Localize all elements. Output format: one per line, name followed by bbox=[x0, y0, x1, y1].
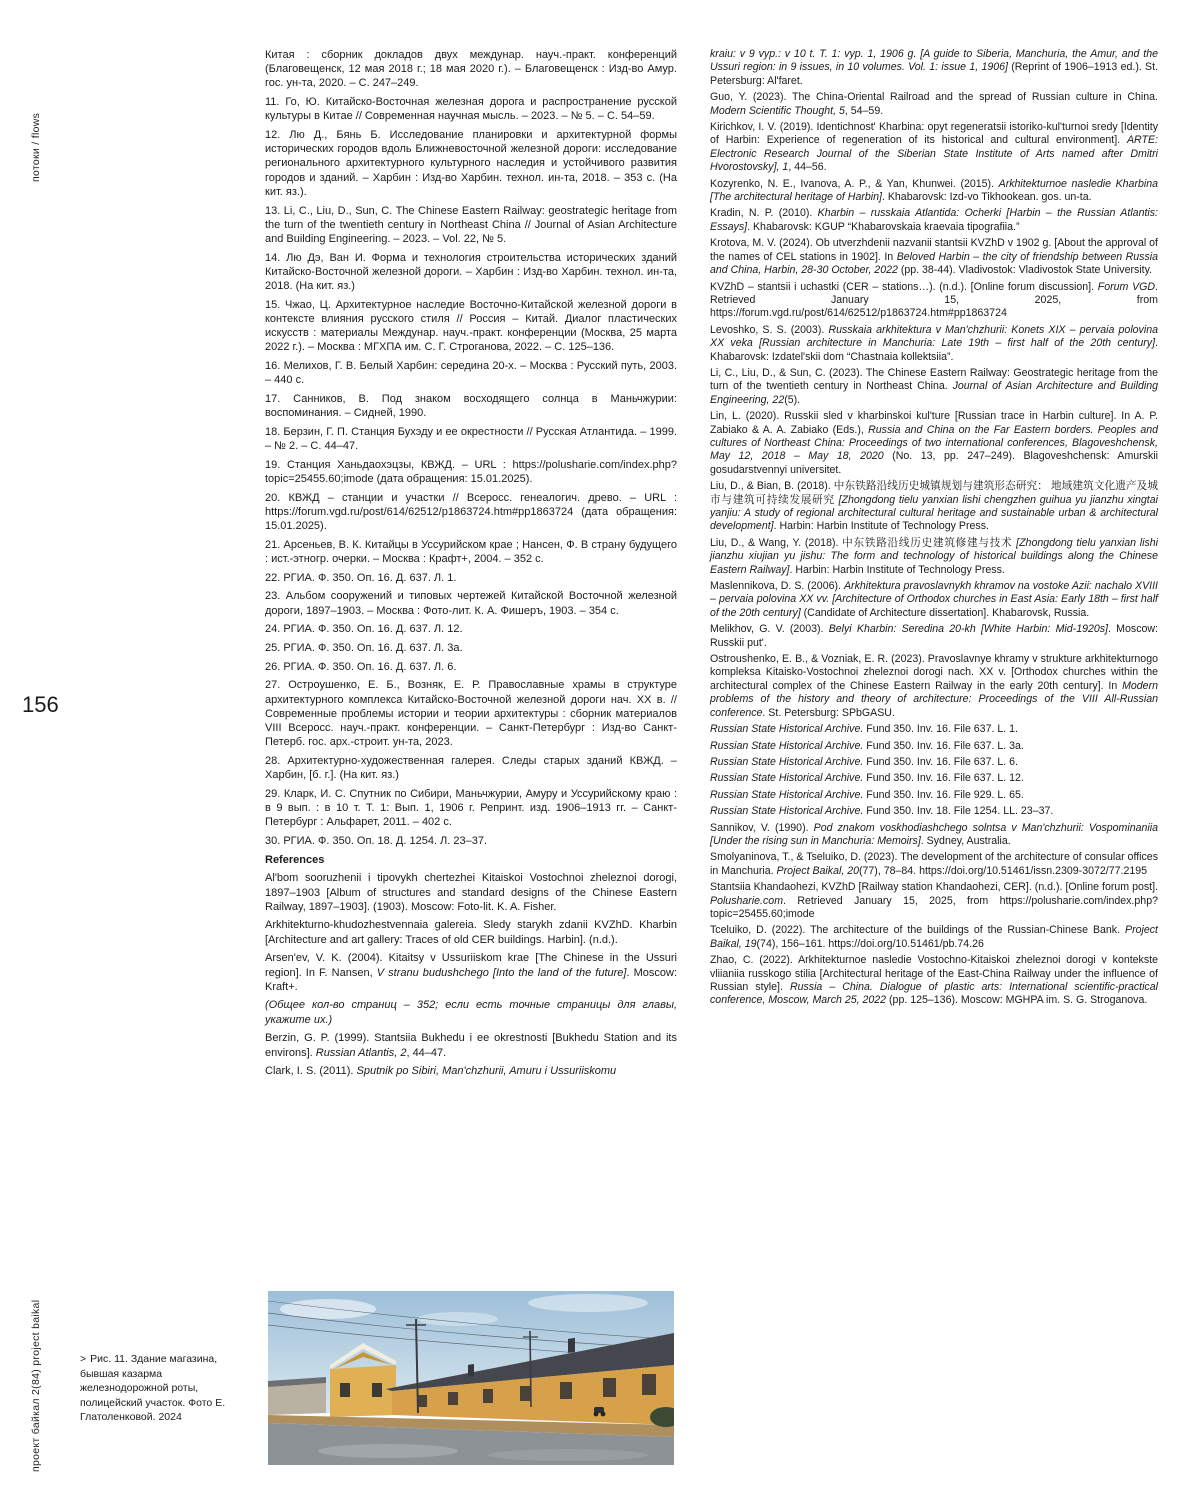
page-number: 156 bbox=[22, 692, 59, 717]
reference-entry: Liu, D., & Bian, B. (2018). 中东铁路沿线历史城镇规划与建筑形态研究： 地域建筑文化遗产及城市与建筑可持续发展研究 [Zhongdong tielu yanxian lishi chengzhen guihua yu jianzhu xingtai yanjiu: A study of regional architectural cultural heritage and sustainable urban & architectural development]. Harbin: Harbin Institute of Technology Press. bbox=[710, 480, 1158, 533]
caption-marker: > bbox=[80, 1353, 87, 1365]
reference-entry: Russian State Historical Archive. Fund 350. Inv. 16. File 637. L. 12. bbox=[710, 772, 1024, 785]
reference-entry: 14. Лю Дэ, Ван И. Форма и технология строительства исторических зданий Китайско-Восточной железной дороги. – Харбин : Изд-во Харбин. технол. ин-та, 2018. (На кит. яз.) bbox=[265, 251, 677, 293]
reference-entry: 11. Го, Ю. Китайско-Восточная железная дорога и распространение русской культуры в Китае // Современная научная мысль. – 2023. – № 5. – С. 54–59. bbox=[265, 96, 677, 123]
english-reference-list-right bbox=[710, 48, 1158, 1008]
reference-entry: 27. Остроушенко, Е. Б., Возняк, Е. Р. Православные храмы в структуре архитектурного комплекса Китайско-Восточной железной дороги нач. XX в. // Современные проблемы истории и теории архитектуры : сборник материалов VIII Всеросс. науч.-практ. конференции. – Санкт-Петербург : Изд-во Санкт-Петерб. гос. арх.-строит. ун-та, 2023. bbox=[265, 679, 677, 749]
reference-entry: Krotova, M. V. (2024). Ob utverzhdenii nazvanii stantsii KVZhD v 1902 g. [About the approval of the names of CEL stations in 1902]. In Beloved Harbin – the city of friendship between Russia and China, Harbin, 28-30 October, 2022 (pp. 38-44). Vladivostok: Vladivostok State University. bbox=[710, 237, 1158, 277]
journal-label-vertical: проект байкал 2(84) project baikal bbox=[30, 1299, 42, 1472]
reference-entry: 19. Станция Ханьдаохэцзы, КВЖД. – URL : https://polusharie.com/index.php?topic=25455.60;imode (дата обращения: 15.01.2025). bbox=[265, 458, 677, 485]
reference-entry: 15. Чжао, Ц. Архитектурное наследие Восточно-Китайской железной дороги в контексте влияния русского стиля // Россия – Китай. Диалог пластических искусств : материалы Междунар. науч.-практ. конференции (Москва, 25 марта 2022 г.). – Москва : МГХПА им. С. Г. Строганова, 2022. – С. 125–136. bbox=[265, 298, 677, 354]
english-reference-list-left bbox=[265, 871, 677, 1078]
section-label-vertical: потоки / flows bbox=[30, 112, 42, 182]
reference-entry: 20. КВЖД – станции и участки // Всеросс. генеалогич. древо. – URL : https://forum.vgd.ru/post/614/62512/p1863724.htm#pp1863724 (дата обращения: 15.01.2025). bbox=[265, 491, 677, 533]
reference-entry: 13. Li, C., Liu, D., Sun, C. The Chinese Eastern Railway: geostrategic heritage from the turn of the twentieth century in Northeast China // Journal of Asian Architecture and Building Engineering. – 2023. – Vol. 22, № 5. bbox=[265, 204, 677, 245]
caption-text: Рис. 11. Здание магазина, бывшая казарма железнодорожной роты, полицейский участок. Фото Е. Глатоленковой. 2024 bbox=[80, 1353, 226, 1423]
shed bbox=[268, 1383, 326, 1415]
reference-entry: Russian State Historical Archive. Fund 350. Inv. 18. File 1254. LL. 23–37. bbox=[710, 805, 1054, 818]
reference-entry: Zhao, C. (2022). Arkhitekturnoe nasledie Vostochno-Kitaiskoi zheleznoi dorogi v kontekste vliianiia russkogo stilia [Architectural heritage of the East-China Railway under the influence of Russian style]. Russia – China. Dialogue of plastic arts: International scientific-practical conference, Moscow, March 25, 2022 (pp. 125–136). Moscow: MGHPA im. S. G. Stroganova. bbox=[710, 954, 1158, 1007]
reference-entry: Liu, D., & Wang, Y. (2018). 中东铁路沿线历史建筑修建与技术 [Zhongdong tielu yanxian lishi jianzhu xiujian yu jishu: The form and technology of historical buildings along the Chinese Eastern Railway]. Harbin: Harbin Institute of Technology Press. bbox=[710, 536, 1158, 576]
reference-entry: Russian State Historical Archive. Fund 350. Inv. 16. File 637. L. 3a. bbox=[710, 739, 1024, 752]
reference-entry: 16. Мелихов, Г. В. Белый Харбин: середина 20-х. – Москва : Русский путь, 2003. – 440 с. bbox=[265, 360, 677, 387]
reference-entry: Smolyaninova, T., & Tseluiko, D. (2023). The development of the architecture of consular offices in Manchuria. Project Baikal, 20(77), 78–84. https://doi.org/10.51461/issn.2309-3072/77.2195 bbox=[710, 851, 1158, 877]
reference-entry: 24. РГИА. Ф. 350. Оп. 16. Д. 637. Л. 12. bbox=[265, 623, 463, 636]
reference-entry: Stantsiia Khandaohezi, KVZhD [Railway station Khandaohezi, CER]. (n.d.). [Online forum post]. Polusharie.com. Retrieved January 15, 2025, from https://polusharie.com/index.php?topic=25455.60;imode bbox=[710, 881, 1158, 920]
reference-entry: 22. РГИА. Ф. 350. Оп. 16. Д. 637. Л. 1. bbox=[265, 571, 457, 584]
reference-entry: Китая : сборник докладов двух междунар. науч.-практ. конференций (Благовещенск, 12 мая 2018 г.; 18 мая 2020 г.). – Благовещенск : Изд-во Амур. гос. ун-та, 2020. – С. 247–249. bbox=[265, 49, 677, 90]
reference-entry: 21. Арсеньев, В. К. Китайцы в Уссурийском крае ; Нансен, Ф. В страну будущего : ист.-этногр. очерки. – Москва : Крафт+, 2004. – 352 с. bbox=[265, 538, 677, 565]
reference-entry: Clark, I. S. (2011). Sputnik po Sibiri, Man'chzhurii, Amuru i Ussuriiskomu bbox=[265, 1065, 617, 1078]
reference-entry: Lin, L. (2020). Russkii sled v kharbinskoi kul'ture [Russian trace in Harbin culture]. In A. P. Zabiako & A. A. Zabiako (Eds.), Russia and China on the Far Eastern borders. Peoples and cultures of Northeast China: Proceedings of two international conferences, Blagoveshchensk, May 12, 2018 – May 18, 2020 (No. 13, pp. 247–249). Blagoveshchensk: Amurskii gosudarstvennyi universitet. bbox=[710, 410, 1158, 476]
reference-entry: Tceluiko, D. (2022). The architecture of the buildings of the Russian-Chinese Bank. Project Baikal, 19(74), 156–161. https://doi.org/10.51461/pb.74.26 bbox=[710, 924, 1158, 950]
reference-entry: Guo, Y. (2023). The China-Oriental Railroad and the spread of Russian culture in China. Modern Scientific Thought, 5, 54–59. bbox=[710, 91, 1158, 117]
reference-entry: Al'bom sooruzhenii i tipovykh chertezhei Kitaiskoi Vostochnoi zheleznoi dorogi, 1897–1903 [Album of structures and standard designs of the Chinese Eastern Railway, 1897–1903]. (1903). Moscow: Foto-lit. K. A. Fisher. bbox=[265, 872, 677, 913]
reference-entry: Berzin, G. P. (1999). Stantsiia Bukhedu i ee okrestnosti [Bukhedu Station and its environs]. Russian Atlantis, 2, 44–47. bbox=[265, 1032, 677, 1059]
reference-entry: Arsen'ev, V. K. (2004). Kitaitsy v Ussuriiskom krae [The Chinese in the Ussuri region]. In F. Nansen, V stranu budushchego [Into the land of the future]. Moscow: Kraft+. bbox=[265, 952, 678, 993]
reference-entry: Maslennikova, D. S. (2006). Arkhitektura pravoslavnykh khramov na vostoke Azii: nachalo XVIII – pervaia polovina XX vv. [Architecture of Orthodox churches in East Asia: Early 18th – first half of the 20th century] (Candidate of Architecture dissertation]. Khabarovsk, Russia. bbox=[710, 580, 1158, 619]
reference-entry: Kradin, N. P. (2010). Kharbin – russkaia Atlantida: Ocherki [Harbin – the Russian Atlantis: Essays]. Khabarovsk: KGUP “Khabarovskaia kraevaia tipografiia.” bbox=[710, 207, 1158, 233]
gabled-house bbox=[330, 1365, 396, 1417]
right-column bbox=[710, 48, 1158, 1011]
reference-entry: Arkhitekturno-khudozhestvennaia galereia. Sledy starykh zdanii KVZhD. Kharbin [Architecture and art gallery: Traces of old CER buildings. Harbin]. (n.d.). bbox=[265, 919, 677, 946]
reference-entry: Li, C., Liu, D., & Sun, C. (2023). The Chinese Eastern Railway: Geostrategic heritage from the turn of the twentieth century in Northeast China. Journal of Asian Architecture and Building Engineering, 22(5). bbox=[710, 366, 1158, 406]
reference-entry: 26. РГИА. Ф. 350. Оп. 16. Д. 637. Л. 6. bbox=[265, 660, 457, 673]
reference-entry: Sannikov, V. (1990). Pod znakom voskhodiashchego solntsa v Man'chzhurii: Vospominaniia [Under the rising sun in Manchuria: Memoirs]. Sydney, Australia. bbox=[710, 821, 1159, 847]
reference-entry: 23. Альбом сооружений и типовых чертежей Китайской Восточной железной дороги, 1897–1903. – Москва : Фото-лит. К. А. Фишеръ, 1903. – 354 с. bbox=[265, 590, 677, 617]
reference-entry: Kozyrenko, N. E., Ivanova, A. P., & Yan, Khunwei. (2015). Arkhitekturnoe nasledie Kharbina [The architectural heritage of Harbin]. Khabarovsk: Izd-vo Tikhookean. gos. un-ta. bbox=[710, 177, 1158, 204]
russian-reference-list bbox=[265, 48, 677, 848]
reference-entry: Levoshko, S. S. (2003). Russkaia arkhitektura v Man'chzhurii: Konets XIX – pervaia polovina XX veka [Russian architecture in Manchuria: Late 19th – first half of the 20th century]. Khabarovsk: Izdatel'skii dom “Chastnaia kollektsiia”. bbox=[710, 323, 1158, 363]
reference-entry: 28. Архитектурно-художественная галерея. Следы старых зданий КВЖД. – Харбин, [б. г.]. (На кит. яз.) bbox=[265, 754, 677, 782]
figure-photo bbox=[268, 1291, 674, 1465]
reference-entry: 25. РГИА. Ф. 350. Оп. 16. Д. 637. Л. 3а. bbox=[265, 642, 463, 655]
reference-entry: 18. Берзин, Г. П. Станция Бухэду и ее окрестности // Русская Атлантида. – 1999. – № 2. – С. 44–47. bbox=[265, 425, 677, 453]
reference-entry: Ostroushenko, E. B., & Vozniak, E. R. (2023). Pravoslavnye khramy v strukture arkhitekturnogo kompleksa Kitaisko-Vostochnoi zheleznoi dorogi nach. XX v. [Orthodox churches within the architectural complex of the Chinese Eastern Railway in the early 20th century]. In Modern problems of the history and theory of architecture: Proceedings of the VIII All-Russian conference. St. Petersburg: SPbGASU. bbox=[710, 653, 1158, 719]
reference-entry: Russian State Historical Archive. Fund 350. Inv. 16. File 637. L. 1. bbox=[710, 723, 1018, 736]
figure-caption bbox=[80, 1352, 238, 1425]
left-column bbox=[265, 48, 677, 1083]
reference-entry: Russian State Historical Archive. Fund 350. Inv. 16. File 637. L. 6. bbox=[710, 755, 1018, 768]
reference-entry: KVZhD – stantsii i uchastki (CER – stations…). (n.d.). [Online forum discussion]. Forum VGD. Retrieved January 15, 2025, from https://forum.vgd.ru/post/614/62512/p1863724.htm#pp1863724 bbox=[710, 280, 1158, 320]
references-heading: References bbox=[265, 853, 325, 866]
reference-entry: Melikhov, G. V. (2003). Belyi Kharbin: Seredina 20-kh [White Harbin: Mid-1920s]. Moscow: Russkii put'. bbox=[710, 623, 1158, 649]
reference-entry: 12. Лю Д., Бянь Б. Исследование планировки и архитектурной формы исторических городов вдоль Ближневосточной железной дороги: исследование регионального архитектурного культурного наследия и устойчивого развития городов и зданий. – Харбин : Изд-во Харбин. технол. ин-та, 2018. – 353 с. (На кит. яз.). bbox=[265, 129, 677, 198]
reference-entry: Russian State Historical Archive. Fund 350. Inv. 16. File 929. L. 65. bbox=[710, 788, 1024, 801]
reference-entry: 29. Кларк, И. С. Спутник по Сибири, Маньчжурии, Амуру и Уссурийскому краю : в 9 вып. : в 10 т. Т. 1: Вып. 1, 1906 г. Репринт. изд. 1906–1913 гг. – Санкт-Петербург : Альфарет, 2011. – 402 с. bbox=[265, 787, 677, 829]
reference-entry: 30. РГИА. Ф. 350. Оп. 18. Д. 1254. Л. 23–37. bbox=[265, 834, 488, 847]
reference-entry: kraiu: v 9 vyp.: v 10 t. T. 1: vyp. 1, 1906 g. [A guide to Siberia, Manchuria, the Amur, and the Ussuri region: in 9 issues, in 10 volumes. Vol. 1: issue 1, 1906] (Reprint of 1906–1913 ed.). St. Petersburg: Al'faret. bbox=[710, 48, 1159, 87]
street-scene-illustration bbox=[268, 1291, 674, 1465]
reference-entry: 17. Санников, В. Под знаком восходящего солнца в Маньчжурии: воспоминания. – Сидней, 1990. bbox=[265, 392, 677, 420]
reference-entry: Kirichkov, I. V. (2019). Identichnost' Kharbina: opyt regeneratsii istoriko-kul'turnoi sredy [Identity of Harbin: Experience of regeneration of its historical and cultural environment]. ARTE: Electronic Research Journal of the Siberian State Institute of Arts named after Dmitri Hvorostovsky], 1, 44–56. bbox=[710, 121, 1158, 174]
reference-entry: (Общее кол-во страниц – 352; если есть точные страницы для главы, укажите их.) bbox=[265, 999, 677, 1026]
